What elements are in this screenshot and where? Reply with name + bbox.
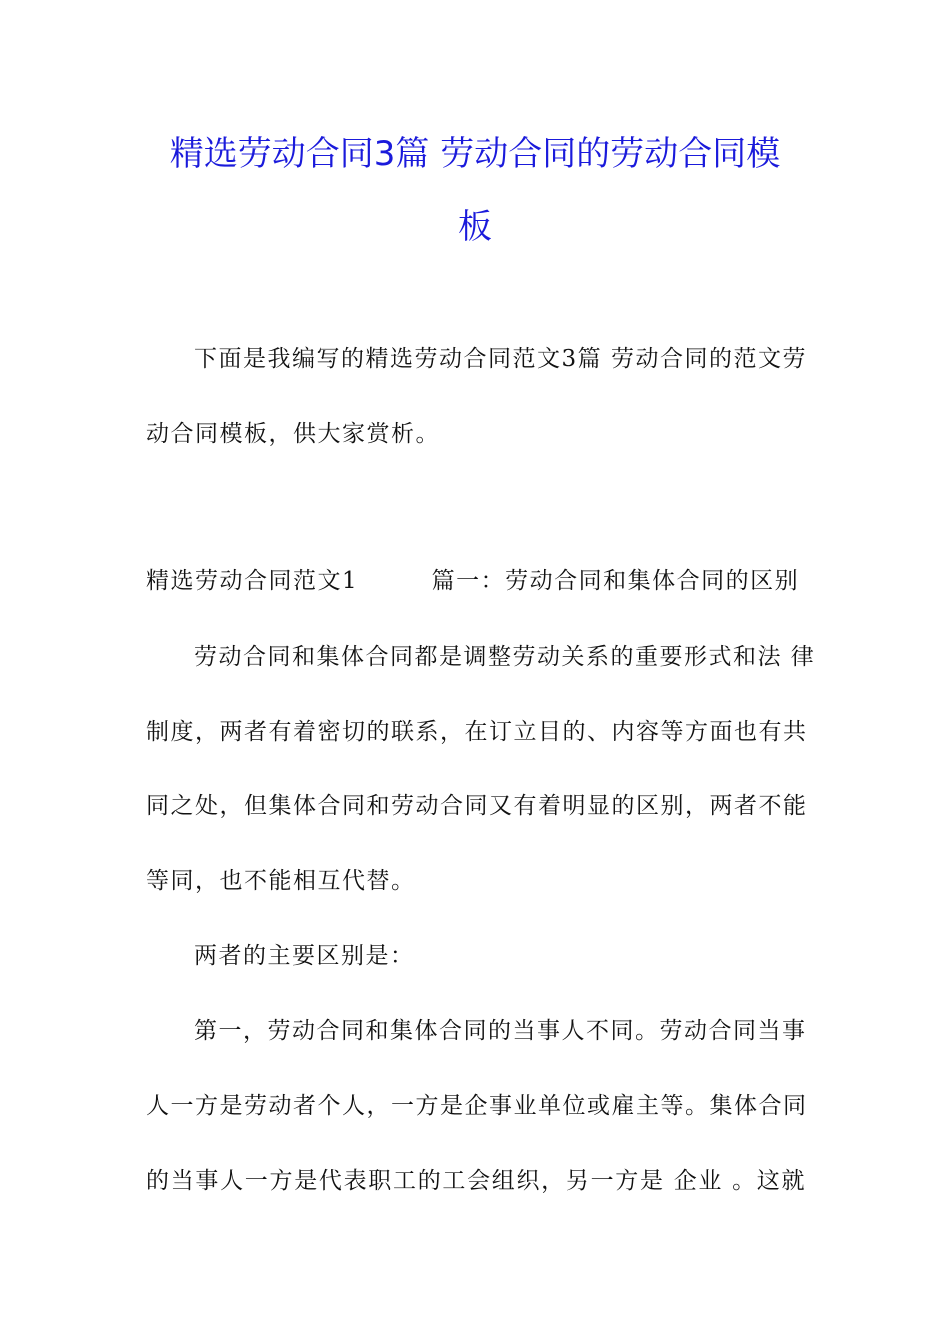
section-heading: 精选劳动合同范文1 篇一：劳动合同和集体合同的区别: [146, 568, 800, 594]
paragraph1-line2: 制度，两者有着密切的联系，在订立目的、内容等方面也有共: [146, 719, 808, 745]
paragraph3-line3: 的当事人一方是代表职工的工会组织，另一方是 企业 。这就: [146, 1168, 806, 1194]
paragraph1-line4: 等同，也不能相互代替。: [146, 868, 416, 894]
paragraph1-line1: 劳动合同和集体合同都是调整劳动关系的重要形式和法 律: [194, 644, 816, 670]
document-title-line1: 精选劳动合同3篇 劳动合同的劳动合同模: [169, 134, 781, 174]
paragraph3-line2: 人一方是劳动者个人，一方是企事业单位或雇主等。集体合同: [146, 1093, 808, 1119]
intro-line1: 下面是我编写的精选劳动合同范文3篇 劳动合同的范文劳: [194, 346, 807, 372]
paragraph1-line3: 同之处，但集体合同和劳动合同又有着明显的区别，两者不能: [146, 793, 808, 819]
paragraph3-line1: 第一，劳动合同和集体合同的当事人不同。劳动合同当事: [194, 1018, 807, 1044]
paragraph2: 两者的主要区别是：: [194, 943, 415, 969]
intro-line2: 动合同模板，供大家赏析。: [146, 421, 440, 447]
document-title-line2: 板: [458, 207, 492, 247]
